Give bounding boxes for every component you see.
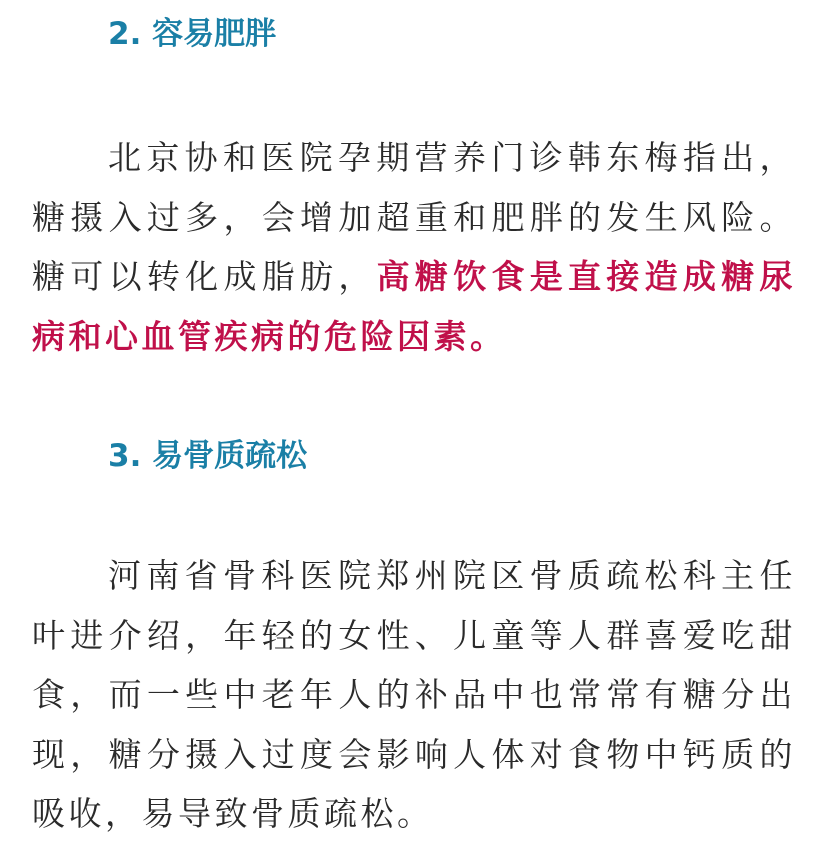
paragraph-text: 北京协和医院孕期营养门诊韩东梅指出，糖摄入过多，会增加超重和肥胖的发生风险。糖可以转化成脂肪， [32,138,796,296]
paragraph-text: 河南省骨科医院郑州院区骨质疏松科主任叶进介绍，年轻的女性、儿童等人群喜爱吃甜食，而一些中老年人的补品中也常常有糖分出现，糖分摄入过度会影响人体对食物中钙质的吸收，易导致骨质疏松。 [32,556,796,833]
paragraph-obesity [32,128,796,366]
paragraph-osteoporosis [32,546,796,844]
section-heading-obesity: 2. 容易肥胖 [108,16,277,52]
section-heading-osteoporosis: 3. 易骨质疏松 [108,438,308,474]
highlighted-text: 高糖饮食是直接造成糖尿病和心血管疾病的危险因素。 [32,257,797,356]
